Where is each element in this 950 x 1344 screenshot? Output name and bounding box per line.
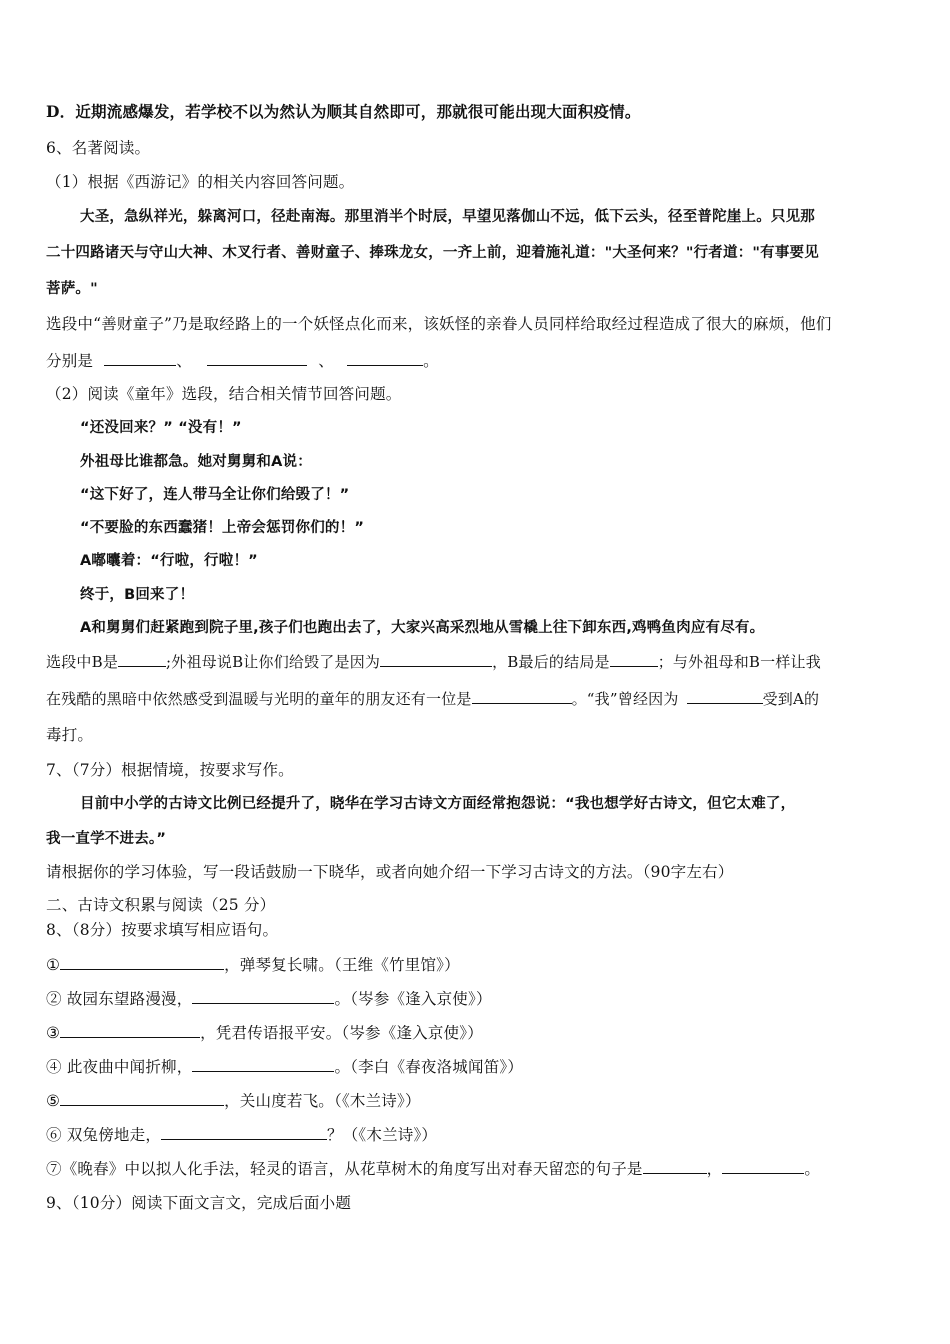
question-7-requirement: 请根据你的学习体验，写一段话鼓励一下晓华，或者向她介绍一下学习古诗文的方法。（90字左右） xyxy=(46,863,734,881)
answer-blank-fill-7b[interactable] xyxy=(722,1158,804,1174)
end-mark: 。 xyxy=(804,1160,821,1178)
prompt-text: 受到A的 xyxy=(762,690,820,708)
xiyouji-passage-line-1: 大圣，急纵祥光，躲离河口，径赴南海。那里消半个时辰，早望见落伽山不远，低下云头，径至普陀崖上。只见那 xyxy=(80,209,815,225)
item-text: 。（岑参《逢入京使》） xyxy=(334,990,492,1008)
childhood-passage-line-7: A和舅舅们赶紧跑到院子里,孩子们也跑出去了，大家兴高采烈地从雪橇上往下卸东西,鸡鸭鱼肉应有尽有。 xyxy=(80,620,765,636)
item-number: ① xyxy=(46,956,61,974)
separator: ， xyxy=(706,1160,723,1178)
question-8-title: 8、（8分）按要求填写相应语句。 xyxy=(46,921,279,939)
answer-blank-fill-1[interactable] xyxy=(60,954,224,970)
item-text: ，弹琴复长啸。（王维《竹里馆》） xyxy=(224,956,460,974)
question-6-2-prompt-line-1 xyxy=(46,651,821,672)
prompt-text: ;外祖母说B让你们给毁了是因为 xyxy=(166,653,381,671)
item-text: ⑦《晚春》中以拟人化手法，轻灵的语言，从花草树木的角度写出对春天留恋的句子是 xyxy=(46,1160,643,1178)
question-6-part-1: （1）根据《西游记》的相关内容回答问题。 xyxy=(46,173,355,191)
prompt-text: ；与外祖母和B一样让我 xyxy=(657,653,821,671)
question-6-1-prompt-line-2 xyxy=(46,350,439,371)
question-6-part-2: （2）阅读《童年》选段，结合相关情节回答问题。 xyxy=(46,385,402,403)
question-7-context-line-2: 我一直学不进去。” xyxy=(46,831,167,847)
fill-item-1 xyxy=(46,954,460,975)
question-6-2-prompt-line-2 xyxy=(46,688,819,709)
answer-blank-fill-6[interactable] xyxy=(161,1124,327,1140)
separator: 、 xyxy=(318,352,334,370)
answer-blank-3[interactable] xyxy=(347,350,423,366)
childhood-passage-line-1: “还没回来？” “没有！” xyxy=(80,420,242,436)
answer-blank-reason[interactable] xyxy=(380,651,492,667)
answer-blank-fill-5[interactable] xyxy=(60,1090,224,1106)
item-text: ，关山度若飞。（《木兰诗》） xyxy=(224,1092,421,1110)
answer-blank-fill-3[interactable] xyxy=(60,1022,200,1038)
prompt-text: 。“我”曾经因为 xyxy=(571,690,679,708)
question-7-context-line-1: 目前中小学的古诗文比例已经提升了，晓华在学习古诗文方面经常抱怨说：“我也想学好古诗文，但它太难了， xyxy=(80,796,796,812)
prompt-text: 分别是 xyxy=(46,352,94,370)
answer-blank-fill-7a[interactable] xyxy=(643,1158,707,1174)
section-2-heading: 二、古诗文积累与阅读（25 分） xyxy=(46,896,276,914)
item-number: ⑤ xyxy=(46,1092,61,1110)
option-d-text: 近期流感爆发，若学校不以为然认为顺其自然即可，那就很可能出现大面积疫情。 xyxy=(75,102,641,121)
item-text: ？（《木兰诗》） xyxy=(327,1126,438,1144)
fill-item-2 xyxy=(46,988,492,1009)
childhood-passage-line-6: 终于，B回来了！ xyxy=(80,587,195,603)
question-9-title: 9、（10分）阅读下面文言文，完成后面小题 xyxy=(46,1194,352,1212)
separator: 、 xyxy=(176,352,192,370)
question-6-title: 6、名著阅读。 xyxy=(46,139,151,157)
fill-item-4 xyxy=(46,1056,523,1077)
item-number: ③ xyxy=(46,1024,61,1042)
end-mark: 。 xyxy=(423,352,439,370)
item-text: ⑥ 双兔傍地走， xyxy=(46,1126,162,1144)
answer-blank-fill-4[interactable] xyxy=(192,1056,334,1072)
item-text: 。（李白《春夜洛城闻笛》） xyxy=(334,1058,524,1076)
answer-blank-friend[interactable] xyxy=(472,688,572,704)
answer-blank-1[interactable] xyxy=(104,350,176,366)
question-7-title: 7、（7分）根据情境，按要求写作。 xyxy=(46,761,294,779)
prompt-text: ，B最后的结局是 xyxy=(492,653,610,671)
fill-item-6 xyxy=(46,1124,437,1145)
answer-blank-fill-2[interactable] xyxy=(192,988,334,1004)
item-text: ，凭君传语报平安。（岑参《逢入京使》） xyxy=(200,1024,483,1042)
option-d-label: D． xyxy=(46,102,76,121)
childhood-passage-line-3: “这下好了，连人带马全让你们给毁了！” xyxy=(80,487,350,503)
childhood-passage-line-2: 外祖母比谁都急。她对舅舅和A说： xyxy=(80,454,312,470)
question-6-2-prompt-line-3: 毒打。 xyxy=(46,726,94,744)
option-d xyxy=(46,102,641,122)
answer-blank-b-identity[interactable] xyxy=(118,651,166,667)
xiyouji-passage-line-3: 菩萨。" xyxy=(46,281,98,297)
fill-item-5 xyxy=(46,1090,421,1111)
fill-item-7 xyxy=(46,1158,820,1179)
xiyouji-passage-line-2: 二十四路诸天与守山大神、木叉行者、善财童子、捧珠龙女，一齐上前，迎着施礼道："大圣何来？"行者道："有事要见 xyxy=(46,245,819,261)
question-6-1-prompt-line-1: 选段中“善财童子”乃是取经路上的一个妖怪点化而来，该妖怪的亲眷人员同样给取经过程造成了很大的麻烦，他们 xyxy=(46,315,832,333)
childhood-passage-line-4: “不要脸的东西蠢猪！上帝会惩罚你们的！” xyxy=(80,520,365,536)
answer-blank-ending[interactable] xyxy=(610,651,658,667)
prompt-text: 选段中B是 xyxy=(46,653,119,671)
answer-blank-2[interactable] xyxy=(207,350,307,366)
prompt-text: 在残酷的黑暗中依然感受到温暖与光明的童年的朋友还有一位是 xyxy=(46,690,472,708)
item-text: ② 故园东望路漫漫， xyxy=(46,990,193,1008)
childhood-passage-line-5: A嘟囔着：“行啦，行啦！” xyxy=(80,553,258,569)
item-text: ④ 此夜曲中闻折柳， xyxy=(46,1058,193,1076)
fill-item-3 xyxy=(46,1022,483,1043)
answer-blank-cause[interactable] xyxy=(687,688,763,704)
